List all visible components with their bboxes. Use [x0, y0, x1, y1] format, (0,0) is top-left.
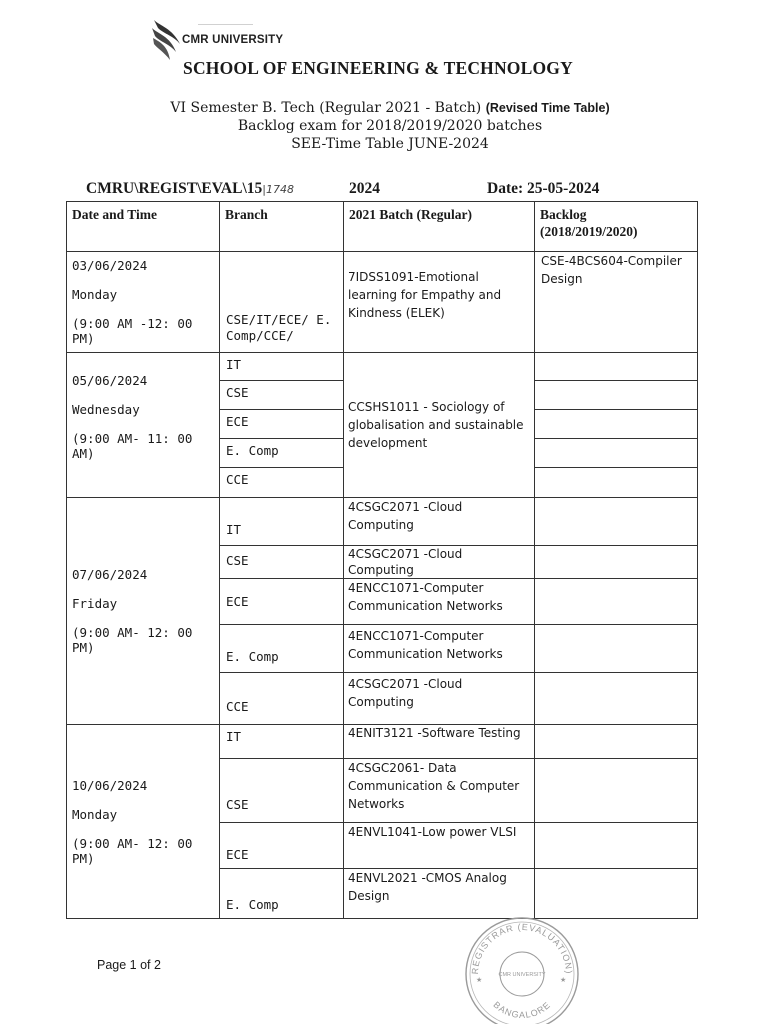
branch-cell: CCE: [220, 468, 344, 498]
exam-day: Monday: [72, 287, 118, 302]
header-regular: 2021 Batch (Regular): [344, 202, 535, 252]
table-row: [67, 498, 698, 546]
exam-time: (9:00 AM- 12: 00 PM): [72, 835, 193, 866]
svg-text:BANGALORE: BANGALORE: [491, 999, 553, 1021]
exam-time: (9:00 AM -12: 00 PM): [72, 316, 193, 346]
branch-cell: CSE: [220, 759, 344, 823]
table-row: [67, 725, 698, 759]
reference-prefix: CMRU\REGIST\EVAL\15: [86, 180, 263, 197]
date-cell: [67, 498, 220, 725]
header-date-time: Date and Time: [67, 202, 220, 252]
branch-cell: E. Comp: [220, 439, 344, 468]
backlog-cell: [535, 498, 698, 546]
backlog-cell: [535, 439, 698, 468]
university-name: CMR UNIVERSITY: [182, 34, 284, 46]
svg-text:★: ★: [476, 976, 483, 984]
issue-date: Date: 25-05-2024: [487, 180, 600, 197]
exam-date: 07/06/2024: [72, 567, 148, 582]
backlog-cell: [535, 468, 698, 498]
exam-date: 05/06/2024: [72, 373, 148, 388]
backlog-cell: [535, 725, 698, 759]
revised-label: (Revised Time Table): [485, 101, 610, 115]
branch-cell: CCE: [220, 673, 344, 725]
branch-cell: E. Comp: [220, 869, 344, 919]
backlog-cell: [535, 579, 698, 625]
table-row: [67, 353, 698, 381]
branch-cell: IT: [220, 498, 344, 546]
table-header-row: [67, 202, 698, 252]
semester-text: VI Semester B. Tech (Regular 2021 - Batch): [170, 100, 482, 116]
exam-date: 10/06/2024: [72, 777, 148, 793]
backlog-cell: [535, 625, 698, 673]
branch-cell: ECE: [220, 410, 344, 439]
backlog-cell: [535, 869, 698, 919]
backlog-cell: [535, 823, 698, 869]
backlog-cell: [535, 759, 698, 823]
course-cell: 4CSGC2071 -Cloud Computing: [344, 546, 535, 579]
course-cell: 4ENCC1071-Computer Communication Networks: [344, 579, 535, 625]
seal-stamp-icon: [456, 912, 588, 1024]
course-cell: 4CSGC2071 -Cloud Computing: [344, 498, 535, 546]
svg-text:★: ★: [560, 976, 567, 984]
branch-cell: E. Comp: [220, 625, 344, 673]
branch-cell: ECE: [220, 823, 344, 869]
course-cell: 4ENVL2021 -CMOS Analog Design: [344, 869, 535, 919]
backlog-cell: [535, 353, 698, 381]
cmr-logo-icon: [150, 18, 184, 62]
backlog-cell: [535, 673, 698, 725]
header-branch: Branch: [220, 202, 344, 252]
university-logo: [150, 18, 310, 62]
exam-date: 03/06/2024: [72, 258, 148, 273]
course-cell: 7IDSS1091-Emotional learning for Empathy and Kindness (ELEK): [344, 252, 535, 353]
date-cell: [67, 725, 220, 919]
handwritten-number: |1748: [262, 183, 294, 196]
timetable-line: SEE-Time Table JUNE-2024: [291, 136, 489, 152]
course-cell: 4ENIT3121 -Software Testing: [344, 725, 535, 759]
header-backlog: Backlog (2018/2019/2020): [535, 202, 698, 252]
course-cell: CCSHS1011 - Sociology of globalisation and sustainable development: [344, 353, 535, 498]
course-cell: 4ENCC1071-Computer Communication Networks: [344, 625, 535, 673]
svg-text:REGISTRAR (EVALUATION): REGISTRAR (EVALUATION): [469, 921, 575, 975]
backlog-cell: [535, 546, 698, 579]
branch-cell: CSE/IT/ECE/ E. Comp/CCE/: [220, 252, 344, 353]
exam-day: Friday: [72, 596, 118, 611]
course-cell: 4CSGC2061- Data Communication & Computer Networks: [344, 759, 535, 823]
course-cell: 4CSGC2071 -Cloud Computing: [344, 673, 535, 725]
branch-cell: CSE: [220, 381, 344, 410]
reference-number: [86, 180, 294, 198]
exam-day: Monday: [72, 806, 118, 822]
logo-tagline: ———————————: [198, 22, 253, 28]
table-row: [67, 252, 698, 353]
exam-time: (9:00 AM- 11: 00 AM): [72, 431, 193, 461]
course-cell: 4ENVL1041-Low power VLSI: [344, 823, 535, 869]
registrar-seal: [456, 912, 588, 1024]
backlog-cell: [535, 410, 698, 439]
backlog-line: Backlog exam for 2018/2019/2020 batches: [237, 118, 543, 134]
reference-year: 2024: [349, 180, 380, 197]
semester-line: [0, 100, 768, 117]
backlog-cell: [535, 381, 698, 410]
branch-cell: ECE: [220, 579, 344, 625]
date-cell: [67, 353, 220, 498]
date-cell: [67, 252, 220, 353]
school-title: SCHOOL OF ENGINEERING & TECHNOLOGY: [183, 58, 573, 78]
branch-cell: IT: [220, 725, 344, 759]
svg-text:CMR UNIVERSITY: CMR UNIVERSITY: [498, 972, 546, 978]
backlog-cell: CSE-4BCS604-Compiler Design: [535, 252, 698, 353]
page-number: Page 1 of 2: [97, 958, 161, 972]
branch-cell: CSE: [220, 546, 344, 579]
timetable: [66, 201, 698, 919]
branch-cell: IT: [220, 353, 344, 381]
exam-time: (9:00 AM- 12: 00 PM): [72, 625, 193, 655]
exam-day: Wednesday: [72, 402, 140, 417]
